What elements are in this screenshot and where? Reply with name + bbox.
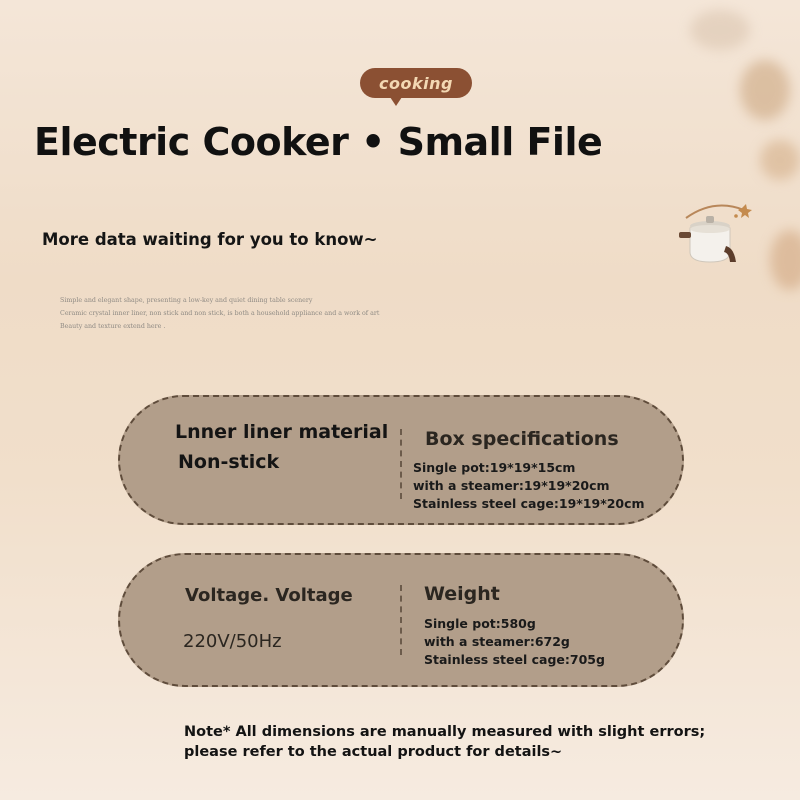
page-title: Electric Cooker • Small File (34, 120, 603, 164)
note-line: please refer to the actual product for details~ (184, 744, 563, 760)
bokeh-decoration (760, 140, 800, 180)
badge-label: cooking (379, 73, 453, 93)
voltage-value: 220V/50Hz (183, 631, 282, 652)
description-line: Simple and elegant shape, presenting a low-key and quiet dining table scenery (60, 297, 313, 304)
cooking-badge (360, 68, 472, 98)
liner-material-value: Non-stick (178, 451, 280, 473)
product-description (60, 294, 379, 333)
description-line: Ceramic crystal inner liner, non stick and non stick, is both a household appliance and a work of art (60, 310, 380, 317)
bokeh-decoration (740, 60, 790, 120)
page-subtitle: More data waiting for you to know~ (42, 230, 378, 249)
weight-line: Stainless steel cage:705g (424, 652, 605, 667)
note-line: Note* All dimensions are manually measured with slight errors; (184, 724, 706, 740)
weight-line: Single pot:580g (424, 616, 536, 631)
box-spec-line: with a steamer:19*19*20cm (413, 478, 610, 493)
voltage-title: Voltage. Voltage (185, 585, 353, 606)
spec-capsule-liner-box (118, 395, 684, 525)
divider (400, 585, 402, 655)
description-line: Beauty and texture extend here . (60, 323, 166, 330)
spec-capsule-voltage-weight (118, 553, 684, 687)
bokeh-decoration (770, 230, 800, 290)
measurement-note (184, 722, 705, 762)
weight-line: with a steamer:672g (424, 634, 570, 649)
box-spec-line: Single pot:19*19*15cm (413, 460, 576, 475)
electric-cooker-icon (676, 196, 756, 276)
weight-title: Weight (424, 583, 500, 605)
bokeh-decoration (690, 10, 750, 50)
box-spec-line: Stainless steel cage:19*19*20cm (413, 496, 645, 511)
box-spec-title: Box specifications (425, 428, 619, 450)
divider (400, 429, 402, 499)
liner-material-title: Lnner liner material (175, 421, 389, 443)
